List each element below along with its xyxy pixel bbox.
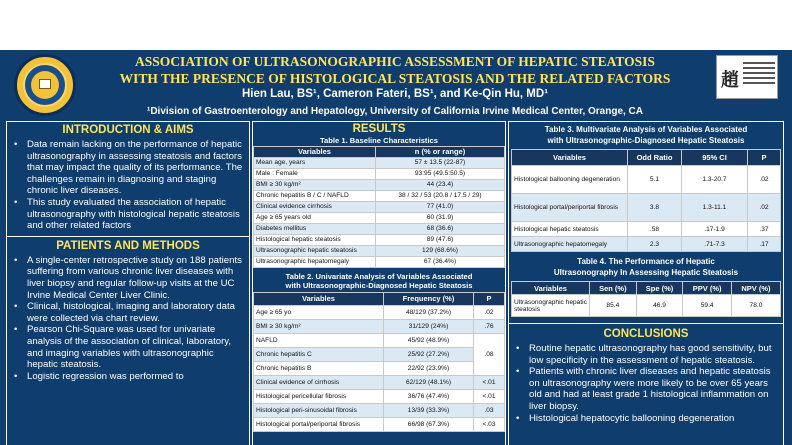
table3-header-cell: Variables (512, 150, 628, 166)
methods-bullet: • Pearson Chi-Square was used for univariate analysis of the association of clinical, laboratory, and imaging variables with ultrasonographic hepatic steatosis. (7, 324, 249, 370)
table1-cell: 89 (47.6) (376, 234, 505, 245)
table1-cell: 93:95 (49.5:50.5) (376, 168, 505, 179)
table1-header-cell: Variables (254, 146, 376, 157)
table3-cell: Histological ballooning degeneration (512, 166, 628, 194)
author-list: Hien Lau, BS¹, Cameron Fateri, BS¹, and Ke-Qin Hu, MD¹ (241, 88, 549, 100)
table2-cell: 22/92 (23.9%) (384, 361, 474, 375)
table2-caption (253, 272, 505, 291)
table2-header-cell: Frequency (%) (384, 292, 474, 305)
table4-cell: Ultrasonographic hepatic steatosis (512, 295, 590, 317)
table1-cell: 68 (36.6) (376, 223, 505, 234)
intro-bullet: • This study evaluated the association of hepatic ultrasonography with histological hepatic steatosis and other related factors (7, 197, 249, 232)
table2-cell: Chronic hepatitis C (254, 347, 384, 361)
table4-header-cell: Spe (%) (636, 282, 683, 295)
table2-header-cell: Variables (254, 292, 384, 305)
table4-header-cell: Sen (%) (590, 282, 637, 295)
table3-cell: Ultrasonographic hepatomegaly (512, 237, 628, 252)
table2-caption-line: with Ultrasonographic-Diagnosed Hepatic Steatosis (285, 281, 473, 290)
title-line-1: ASSOCIATION OF ULTRASONOGRAPHIC ASSESSMENT OF HEPATIC STEATOSIS (135, 54, 655, 69)
poster (0, 50, 792, 445)
table3-multivariate (511, 149, 781, 252)
table2-cell: 62/129 (48.1%) (384, 375, 474, 389)
conclusions-bullets (509, 343, 783, 424)
table4-performance (511, 281, 781, 317)
table4-cell: 85.4 (590, 295, 637, 317)
left-column (6, 121, 250, 445)
table3-cell: 3.8 (628, 194, 682, 222)
table3-caption-line: with Ultrasonographic-Diagnosed Hepatic Steatosis (547, 135, 745, 145)
methods-bullet: • Clinical, histological, imaging and laboratory data were collected via chart review. (7, 301, 249, 324)
table2-cell: 13/39 (33.3%) (384, 403, 474, 417)
table2-caption-line: Table 2. Univariate Analysis of Variables Associated (285, 271, 473, 281)
table4-caption (509, 257, 783, 278)
table1-cell: Chronic hepatitis B / C / NAFLD (254, 190, 376, 201)
intro-heading: INTRODUCTION & AIMS (62, 124, 194, 136)
table3-cell: 2.3 (628, 237, 682, 252)
table3-cell: .17 (748, 237, 781, 252)
table2-header-cell: P (474, 292, 505, 305)
intro-bullets (7, 139, 249, 232)
table2-cell: 48/129 (37.2%) (384, 305, 474, 319)
table1-caption: Table 1. Baseline Characteristics (319, 136, 439, 145)
table4-caption-line: Ultrasonography In Assessing Hepatic Steatosis (553, 267, 739, 277)
table3-caption-line: Table 3. Multivariate Analysis of Variables Associated (544, 125, 748, 134)
table3-header-cell: 95% CI (682, 150, 748, 166)
table4-header-cell: Variables (512, 282, 590, 295)
table4-cell: 46.9 (636, 295, 683, 317)
table3-header-cell: P (748, 150, 781, 166)
poster-header (0, 50, 792, 120)
table2-cell: Histological portal/periportal fibrosis (254, 417, 384, 431)
table2-cell: 25/92 (27.2%) (384, 347, 474, 361)
intro-bullet: • Data remain lacking on the performance of hepatic ultrasonography in assessing steatosis and factors that may impact the quality of its performance. The challenges remain in diagnosing and staging chronic liver diseases. (7, 139, 249, 197)
table2-cell: 36/76 (47.4%) (384, 389, 474, 403)
table1-cell: 77 (41.0) (376, 201, 505, 212)
table1-cell: Ultrasonographic hepatic steatosis (254, 245, 376, 256)
table2-cell: Age ≥ 65 yo (254, 305, 384, 319)
table2-cell: Clinical evidence of cirrhosis (254, 375, 384, 389)
table3-caption (509, 125, 783, 146)
table2-cell: 45/92 (48.9%) (384, 333, 474, 347)
table1-cell: 44 (23.4) (376, 179, 505, 190)
department-logo: 趙 (716, 55, 778, 99)
table1-cell: Ultrasonographic hepatomegaly (254, 256, 376, 267)
table2-cell: Histological peri-sinusoidal fibrosis (254, 403, 384, 417)
table3-cell: 1.3-11.1 (682, 194, 748, 222)
table1-cell: Male : Female (254, 168, 376, 179)
table3-header-cell: Odd Ratio (628, 150, 682, 166)
table4-header-cell: NPV (%) (731, 282, 780, 295)
table1-header-cell: n (% or range) (376, 146, 505, 157)
university-seal-logo (14, 54, 76, 116)
title-line-2: WITH THE PRESENCE OF HISTOLOGICAL STEATOSIS AND THE RELATED FACTORS (119, 71, 671, 86)
conclusions-bullet: • Routine hepatic ultrasonography has good sensitivity, but low specificity in the assessment of hepatic steatosis. (509, 343, 783, 366)
table1-cell: BMI ≥ 30 kg/m² (254, 179, 376, 190)
table2-cell: Histological pericellular fibrosis (254, 389, 384, 403)
right-column (508, 121, 784, 445)
table1-cell: Mean age, years (254, 157, 376, 168)
table4-caption-line: Table 4. The Performance of Hepatic (577, 257, 715, 266)
table2-cell: .02 (474, 305, 505, 319)
affiliation: ¹Division of Gastroenterology and Hepatology, University of California Irvine Medical Center, Orange, CA (146, 106, 644, 117)
table2-cell: 31/129 (24%) (384, 319, 474, 333)
table2-univariate (253, 292, 505, 432)
table2-cell: <.01 (474, 389, 505, 403)
table4-header-cell: PPV (%) (683, 282, 732, 295)
methods-bullet: • A single-center retrospective study on 188 patients suffering from various chronic liver diseases with liver biopsy and regular follow-up visits at the UC Irvine Medical Center Liver Clinic. (7, 255, 249, 301)
table2-cell: NAFLD (254, 333, 384, 347)
table3-cell: .17-1.9 (682, 222, 748, 237)
table2-cell: .03 (474, 403, 505, 417)
table4-cell: 78.0 (731, 295, 780, 317)
poster-title (100, 53, 690, 87)
table2-cell: BMI ≥ 30 kg/m² (254, 319, 384, 333)
table3-cell: Histological hepatic steatosis (512, 222, 628, 237)
methods-bullets (7, 255, 249, 383)
table1-cell: 60 (31.9) (376, 212, 505, 223)
table3-cell: Histological portal/periportal fibrosis (512, 194, 628, 222)
conclusions-bullet: • Patients with chronic liver diseases and hepatic steatosis on ultrasonography were more likely to be over 65 years old and had at least grade 1 histological inflammation on liver biopsy. (509, 366, 783, 412)
section-divider (7, 236, 249, 237)
table2-cell: <.01 (474, 375, 505, 389)
table3-cell: .02 (748, 194, 781, 222)
table1-cell: Diabetes mellitus (254, 223, 376, 234)
table2-cell: 66/98 (67.3%) (384, 417, 474, 431)
methods-bullet: • Logistic regression was performed to (7, 371, 249, 383)
table1-cell: Histological hepatic steatosis (254, 234, 376, 245)
table4-cell: 59.4 (683, 295, 732, 317)
middle-column (252, 121, 506, 445)
table3-cell: .71-7.3 (682, 237, 748, 252)
section-divider (509, 323, 783, 324)
table2-cell: .76 (474, 319, 505, 333)
table1-cell: 129 (68.6%) (376, 245, 505, 256)
table1-baseline (253, 146, 505, 268)
conclusions-bullet: • Histological hepatocytic ballooning degeneration (509, 413, 783, 425)
table3-cell: 1.3-20.7 (682, 166, 748, 194)
table1-cell: 67 (36.4%) (376, 256, 505, 267)
table3-cell: .58 (628, 222, 682, 237)
table2-cell: .08 (474, 333, 505, 375)
table1-cell: Age ≥ 65 years old (254, 212, 376, 223)
results-heading: RESULTS (352, 123, 406, 135)
table1-cell: 57 ± 13.5 (22-87) (376, 157, 505, 168)
table3-cell: .37 (748, 222, 781, 237)
table1-cell: 38 / 32 / 53 (20.8 / 17.5 / 29) (376, 190, 505, 201)
table2-cell: Chronic hepatitis B (254, 361, 384, 375)
conclusions-heading: CONCLUSIONS (603, 328, 689, 340)
table3-cell: 5.1 (628, 166, 682, 194)
table1-cell: Clinical evidence cirrhosis (254, 201, 376, 212)
table3-cell: .02 (748, 166, 781, 194)
table2-cell: <.03 (474, 417, 505, 431)
methods-heading: PATIENTS AND METHODS (56, 239, 200, 252)
